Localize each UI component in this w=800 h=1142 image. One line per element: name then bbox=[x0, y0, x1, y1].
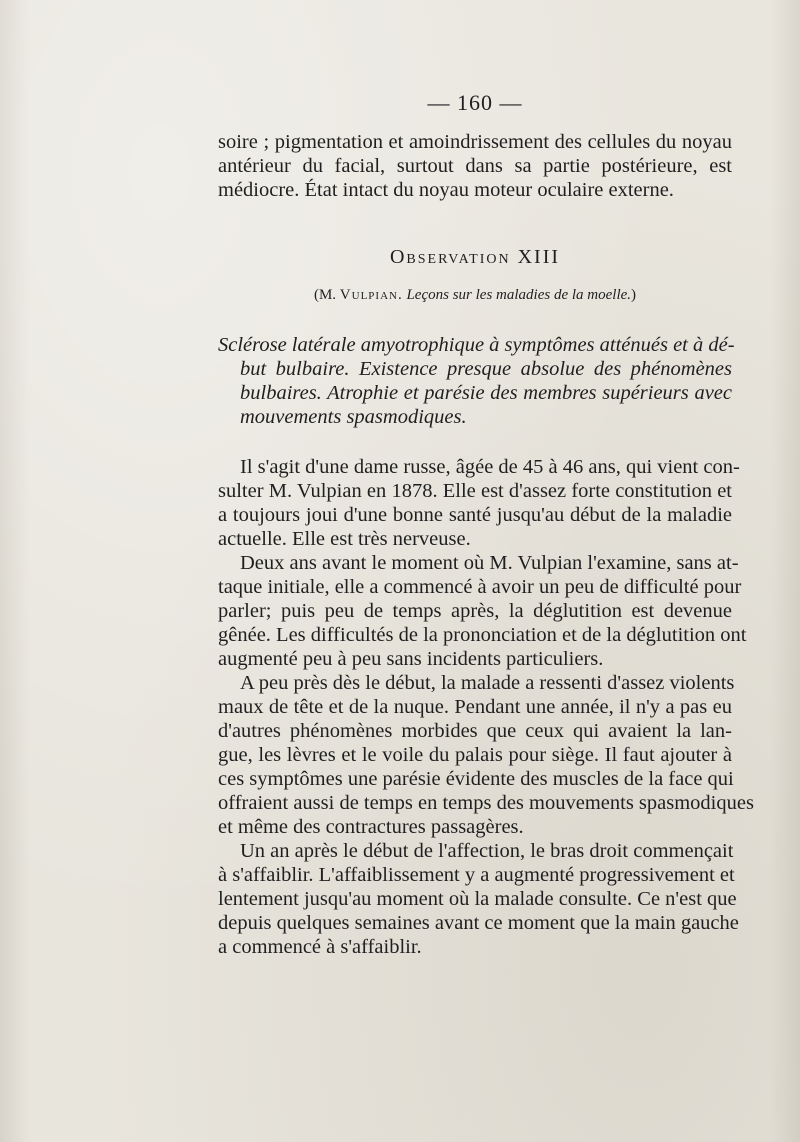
body-line: d'autres phénomènes morbides que ceux qui avaient la lan- bbox=[218, 720, 732, 742]
body-line: à s'affaiblir. L'affaiblissement y a augmenté progressivement et bbox=[218, 864, 735, 886]
text-line: médiocre. État intact du noyau moteur oculaire externe. bbox=[218, 179, 674, 201]
body-line: gênée. Les difficultés de la prononciation et de la déglutition ont bbox=[218, 624, 747, 646]
body-line: gue, les lèvres et le voile du palais pour siège. Il faut ajouter à bbox=[218, 744, 732, 766]
body-line: et même des contractures passagères. bbox=[218, 816, 524, 838]
body-line: sulter M. Vulpian en 1878. Elle est d'assez forte constitution et bbox=[218, 480, 732, 502]
summary-line: but bulbaire. Existence presque absolue des phénomènes bbox=[240, 358, 732, 380]
body-line: taque initiale, elle a commencé à avoir un peu de difficulté pour bbox=[218, 576, 742, 598]
source-close: ) bbox=[631, 287, 637, 303]
body-line: a toujours joui d'une bonne santé jusqu'au début de la maladie bbox=[218, 504, 732, 526]
text-line: soire ; pigmentation et amoindrissement des cellules du noyau bbox=[218, 131, 732, 153]
body-line: ces symptômes une parésie évidente des muscles de la face qui bbox=[218, 768, 734, 790]
body-line: depuis quelques semaines avant ce moment que la main gauche bbox=[218, 912, 739, 934]
body-line: A peu près dès le début, la malade a ressenti d'assez violents bbox=[240, 672, 735, 694]
summary-line: mouvements spasmodiques. bbox=[240, 406, 467, 428]
body-line: Il s'agit d'une dame russe, âgée de 45 à 46 ans, qui vient con- bbox=[240, 456, 740, 478]
body-line: parler; puis peu de temps après, la déglutition est devenue bbox=[218, 600, 732, 622]
body-line: lentement jusqu'au moment où la malade consulte. Ce n'est que bbox=[218, 888, 737, 910]
source-work: Leçons sur les maladies de la moelle. bbox=[406, 287, 632, 303]
body-line: Un an après le début de l'affection, le bras droit commençait bbox=[240, 840, 734, 862]
page-number: — 160 — bbox=[427, 90, 523, 115]
body-line: Deux ans avant le moment où M. Vulpian l'examine, sans at- bbox=[240, 552, 739, 574]
body-line: maux de tête et de la nuque. Pendant une année, il n'y a pas eu bbox=[218, 696, 732, 718]
summary-line: Sclérose latérale amyotrophique à symptômes atténués et à dé- bbox=[218, 334, 735, 356]
observation-source bbox=[218, 287, 732, 304]
body-line: a commencé à s'affaiblir. bbox=[218, 936, 422, 958]
observation-title: Observation XIII bbox=[389, 246, 561, 268]
summary-line: bulbaires. Atrophie et parésie des membres supérieurs avec bbox=[240, 382, 732, 404]
text-line: antérieur du facial, surtout dans sa partie postérieure, est bbox=[218, 155, 732, 177]
body-line: actuelle. Elle est très nerveuse. bbox=[218, 528, 471, 550]
body-line: augmenté peu à peu sans incidents particuliers. bbox=[218, 648, 604, 670]
body-line: offraient aussi de temps en temps des mouvements spasmodiques bbox=[218, 792, 754, 814]
source-author: Vulpian. bbox=[339, 287, 403, 303]
source-open: (M. bbox=[313, 287, 337, 303]
